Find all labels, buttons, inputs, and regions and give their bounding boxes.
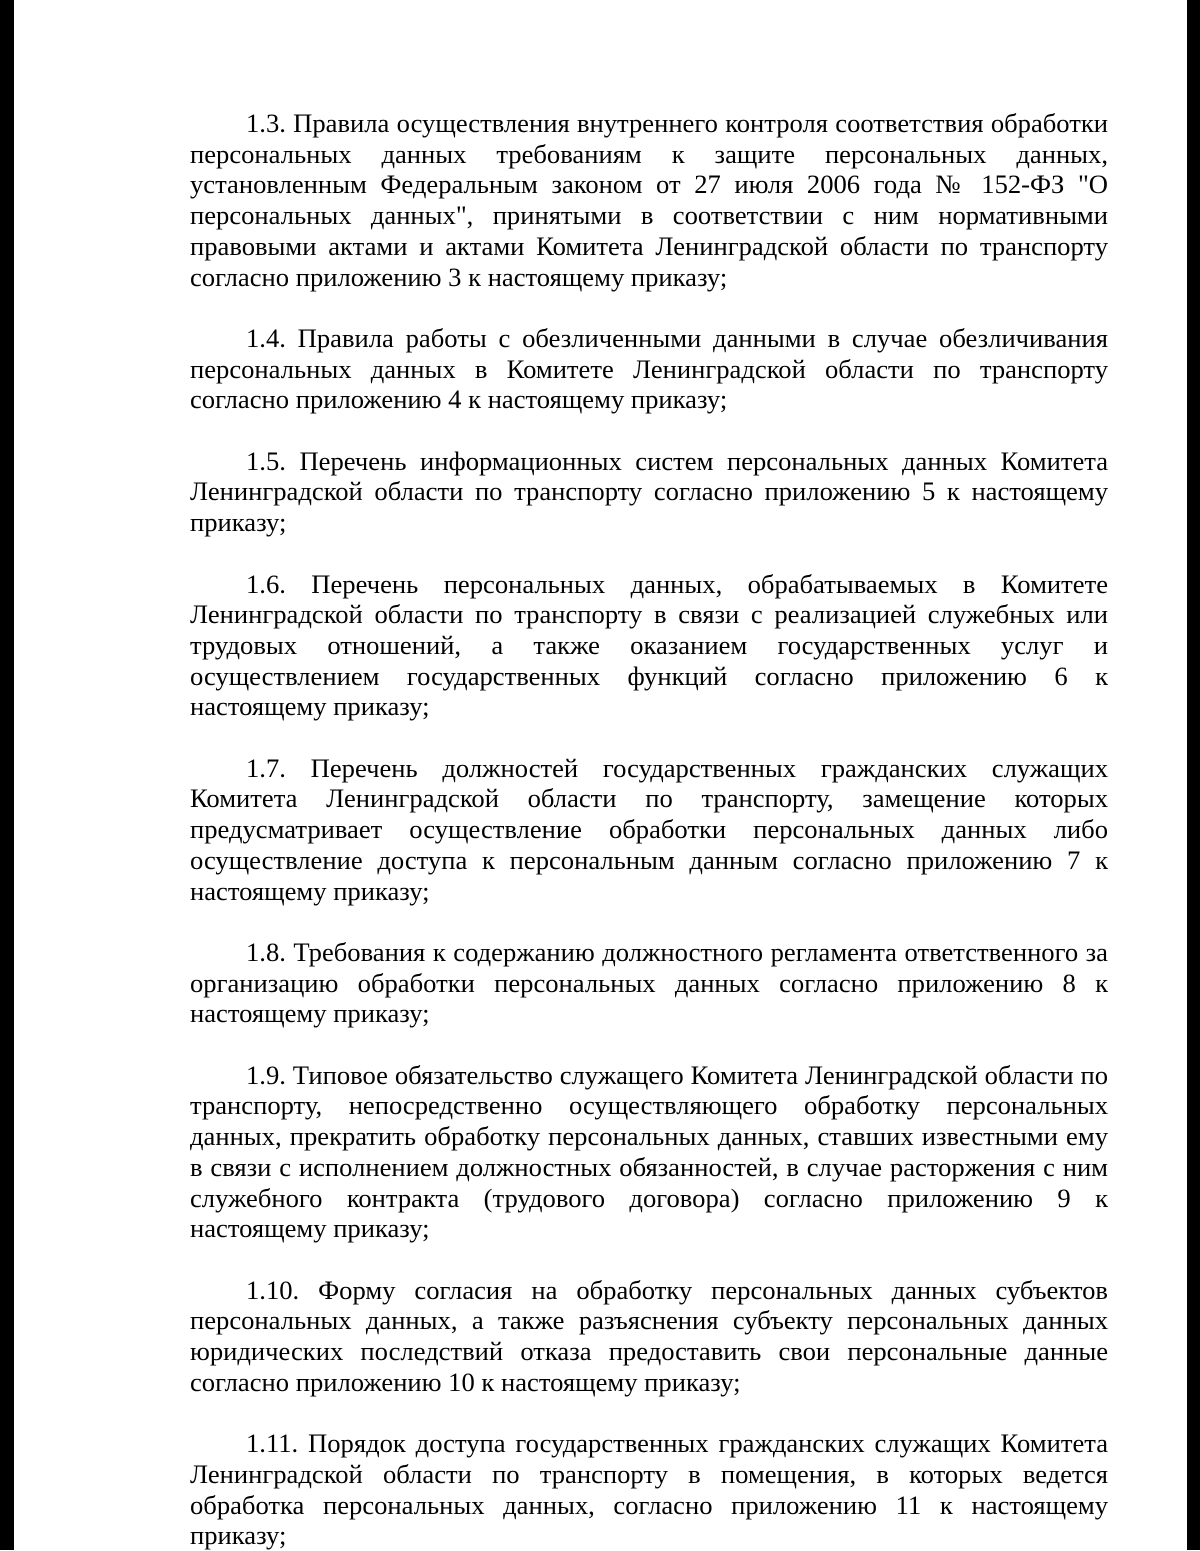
clause-1-6: 1.6. Перечень персональных данных, обрабатываемых в Комитете Ленинградской области по транспорту в связи с реализацией служебных или трудовых отношений, а также оказанием государственных услуг и осуществлением государственных функций согласно приложению 6 к настоящему приказу; <box>190 568 1108 722</box>
clause-1-11: 1.11. Порядок доступа государственных гражданских служащих Комитета Ленинградской области по транспорту в помещения, в которых ведется обработка персональных данных, согласно приложению 11 к настоящему приказу; <box>190 1428 1108 1551</box>
clause-1-8: 1.8. Требования к содержанию должностного регламента ответственного за организацию обработки персональных данных согласно приложению 8 к настоящему приказу; <box>190 936 1108 1029</box>
clause-1-3: 1.3. Правила осуществления внутреннего контроля соответствия обработки персональных данных требованиям к защите персональных данных, установленным Федеральным законом от 27 июля 2006 года № 152-ФЗ "О персональных данных", принятыми в соответствии с ним нормативными правовыми актами и актами Комитета Ленинградской области по транспорту согласно приложению 3 к настоящему приказу; <box>190 108 1108 292</box>
clause-1-7: 1.7. Перечень должностей государственных гражданских служащих Комитета Ленинградской области по транспорту, замещение которых предусматривает осуществление обработки персональных данных либо осуществление доступа к персональным данным согласно приложению 7 к настоящему приказу; <box>190 752 1108 906</box>
document-page <box>190 108 1108 1551</box>
clause-1-10: 1.10. Форму согласия на обработку персональных данных субъектов персональных данных, а также разъяснения субъекту персональных данных юридических последствий отказа предоставить свои персональные данные согласно приложению 10 к настоящему приказу; <box>190 1274 1108 1397</box>
clause-1-9: 1.9. Типовое обязательство служащего Комитета Ленинградской области по транспорту, непосредственно осуществляющего обработку персональных данных, прекратить обработку персональных данных, ставших известными ему в связи с исполнением должностных обязанностей, в случае расторжения с ним служебного контракта (трудового договора) согласно приложению 9 к настоящему приказу; <box>190 1059 1108 1244</box>
scan-border-right <box>1187 0 1200 1550</box>
scan-border-left <box>0 0 14 1550</box>
clause-1-4: 1.4. Правила работы с обезличенными данными в случае обезличивания персональных данных в Комитете Ленинградской области по транспорту согласно приложению 4 к настоящему приказу; <box>190 322 1108 415</box>
clause-1-5: 1.5. Перечень информационных систем персональных данных Комитета Ленинградской области по транспорту согласно приложению 5 к настоящему приказу; <box>190 445 1108 538</box>
